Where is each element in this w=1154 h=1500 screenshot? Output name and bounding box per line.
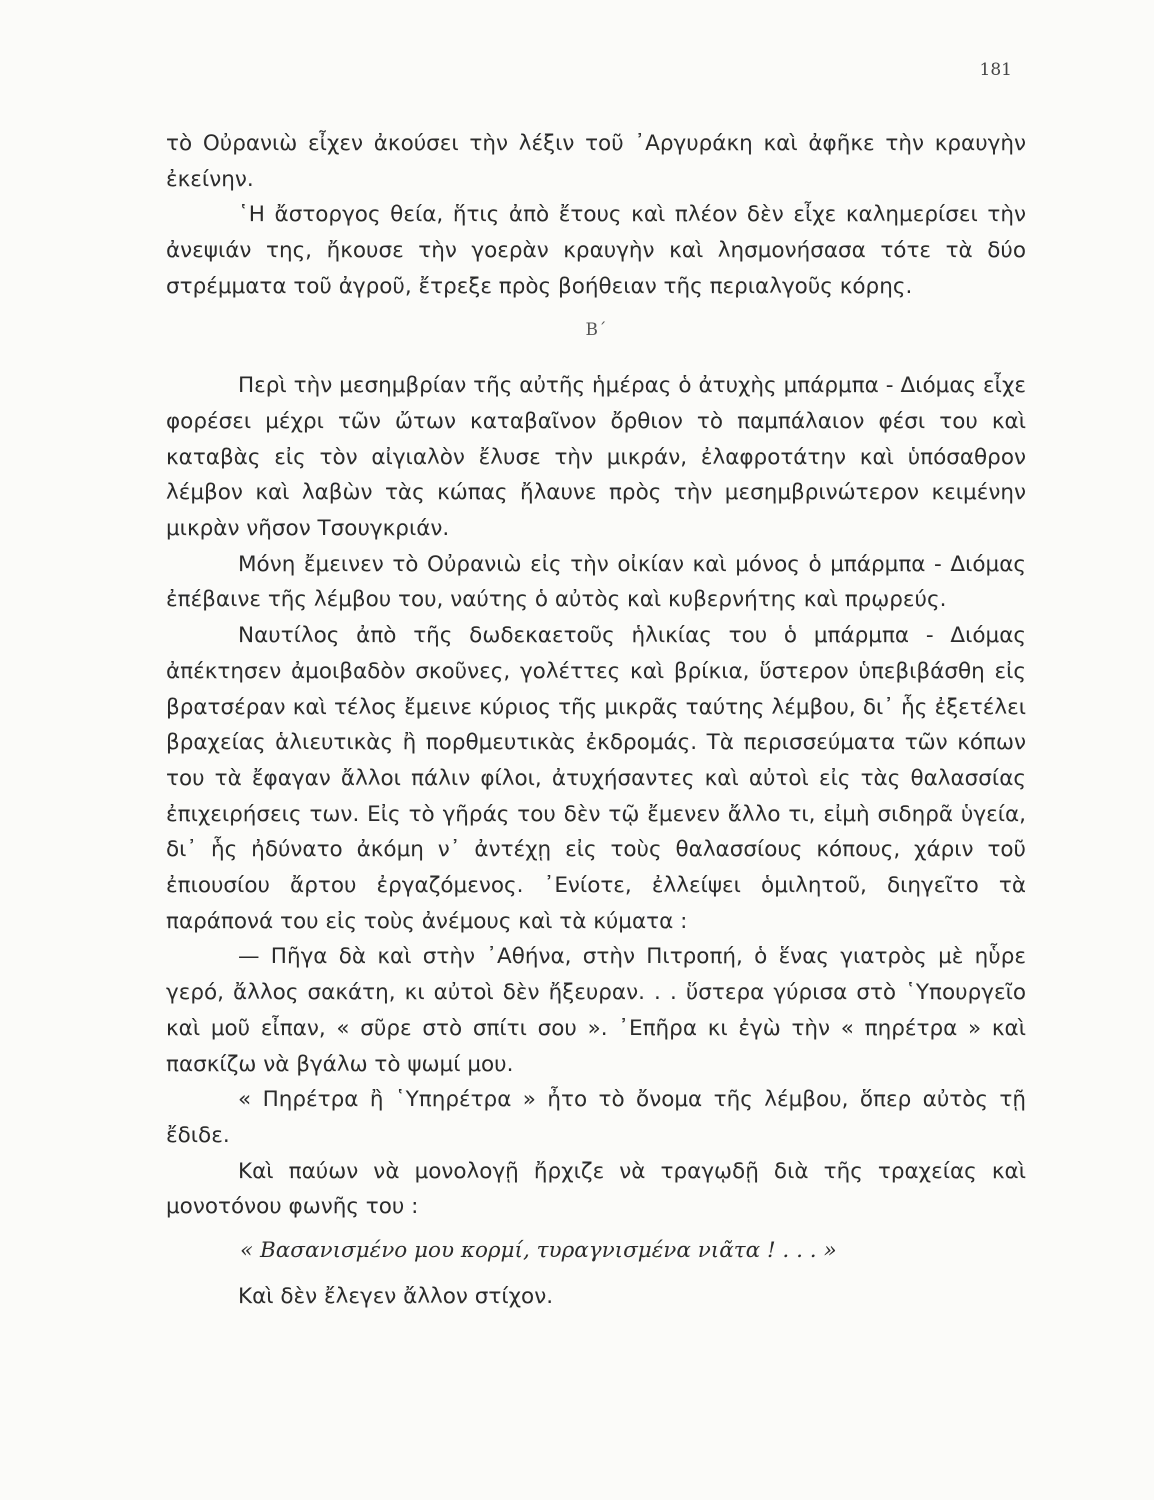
paragraph-5: Ναυτίλος ἀπὸ τῆς δωδεκαετοῦς ἡλικίας του ὁ μπάρμπα - Διόμας ἀπέκτησεν ἀμοιβαδὸν σκοῦνες, γολέττες καὶ βρίκια, ὕστερον ὑπεβιβάσθη εἰς βρατσέραν καὶ τέλος ἔμεινε κύριος τῆς μικρᾶς ταύτης λέμβου, δι᾿ ἧς ἐξετέλει βραχείας ἁλιευτικὰς ἢ πορθμευτικὰς ἐκδρομάς. Τὰ περισσεύματα τῶν κόπων του τὰ ἔφαγαν ἄλλοι πάλιν φίλοι, ἀτυχήσαντες καὶ αὐτοὶ εἰς τὰς θαλασσίας ἐπιχειρήσεις των. Εἰς τὸ γῆράς του δὲν τῷ ἔμενεν ἄλλο τι, εἰμὴ σιδηρᾶ ὑγεία, δι᾿ ἧς ἠδύνατο ἀκόμη ν᾿ ἀντέχῃ εἰς τοὺς θαλασσίους κόπους, χάριν τοῦ ἐπιουσίου ἄρτου ἐργαζόμενος. ᾿Ενίοτε, ἐλλείψει ὁμιλητοῦ, διηγεῖτο τὰ παράπονά του εἰς τοὺς ἀνέμους καὶ τὰ κύματα : <box>166 623 1026 934</box>
paragraph-2: ῾Η ἄστοργος θεία, ἥτις ἀπὸ ἔτους καὶ πλέον δὲν εἶχε καλημερίσει τὴν ἀνεψιάν της, ἤκουσε τὴν γοερὰν κραυγὴν καὶ λησμονήσασα τότε τὰ δύο στρέμματα τοῦ ἀγροῦ, ἔτρεξε πρὸς βοήθειαν τῆς περιαλγοῦς κόρης. <box>166 202 1026 299</box>
paragraph-8: Καὶ παύων νὰ μονολογῇ ἤρχιζε νὰ τραγῳδῇ διὰ τῆς τραχείας καὶ μονοτόνου φωνῆς του : <box>166 1158 1026 1220</box>
page-body <box>166 126 1026 1315</box>
paragraph-1: τὸ Οὐρανιὼ εἶχεν ἀκούσει τὴν λέξιν τοῦ ᾿Αργυράκη καὶ ἀφῆκε τὴν κραυγὴν ἐκείνην. <box>166 131 1026 192</box>
paragraph-9: Καὶ δὲν ἔλεγεν ἄλλον στίχον. <box>238 1283 554 1309</box>
paragraph-7: « Πηρέτρα ἢ ῾Υπηρέτρα » ἦτο τὸ ὄνομα τῆς λέμβου, ὅπερ αὐτὸς τῇ ἔδιδε. <box>166 1087 1026 1148</box>
song-quote: « Βασανισμένο μου κορμί, τυραγνισμένα νιᾶτα ! . . . » <box>240 1238 837 1264</box>
section-heading: Β΄ <box>585 319 607 340</box>
paragraph-3: Περὶ τὴν μεσημβρίαν τῆς αὐτῆς ἡμέρας ὁ ἀτυχὴς μπάρμπα - Διόμας εἶχε φορέσει μέχρι τῶν ὤτων καταβαῖνον ὄρθιον τὸ παμπάλαιον φέσι του καὶ καταβὰς εἰς τὸν αἰγιαλὸν ἔλυσε τὴν μικράν, ἐλαφροτάτην καὶ ὑπόσαθρον λέμβον καὶ λαβὼν τὰς κώπας ἤλαυνε πρὸς τὴν μεσημβρινώτερον κειμένην μικρὰν νῆσον Τσουγκριάν. <box>166 373 1026 542</box>
paragraph-6-dialogue: — Πῆγα δὰ καὶ στὴν ᾿Αθήνα, στὴν Πιτροπή, ὁ ἕνας γιατρὸς μὲ ηὗρε γερό, ἄλλος σακάτη, κι αὐτοὶ δὲν ἤξευραν. . . ὕστερα γύρισα στὸ ῾Υπουργεῖο καὶ μοῦ εἶπαν, « σῦρε στὸ σπίτι σου ». ᾿Επῆρα κι ἐγὼ τὴν « πηρέτρα » καὶ πασκίζω νὰ βγάλω τὸ ψωμί μου. <box>166 944 1026 1077</box>
paragraph-4: Μόνη ἔμεινεν τὸ Οὐρανιὼ εἰς τὴν οἰκίαν καὶ μόνος ὁ μπάρμπα - Διόμας ἐπέβαινε τῆς λέμβου του, ναύτης ὁ αὐτὸς καὶ κυβερνήτης καὶ πρῳρεύς. <box>166 551 1026 613</box>
page-number: 181 <box>979 60 1012 80</box>
